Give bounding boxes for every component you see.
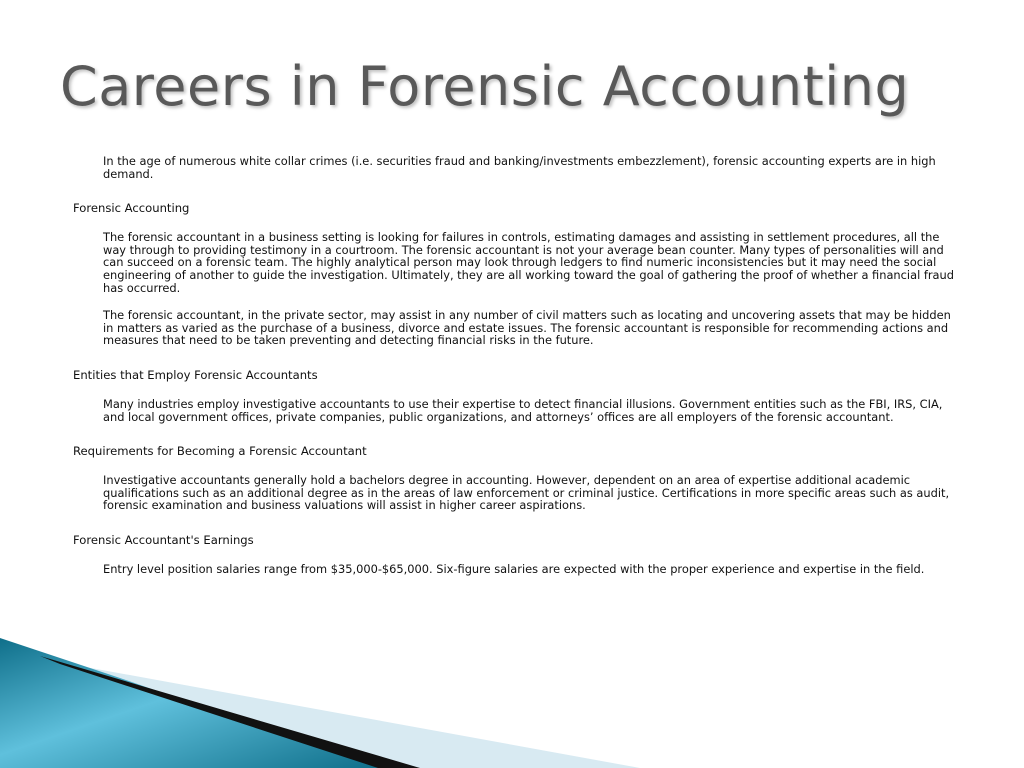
section-heading-requirements: Requirements for Becoming a Forensic Accountant <box>73 444 367 459</box>
decorative-swoosh <box>0 638 1024 768</box>
slide-body <box>73 155 963 576</box>
section-paragraph: The forensic accountant, in the private sector, may assist in any number of civil matters such as locating and uncovering assets that may be hidden in matters as varied as the purchase of a business, divorce and estate issues. The forensic accountant is responsible for recommending actions and measures that need to be taken preventing and detecting financial risks in the future. <box>103 308 951 348</box>
intro-paragraph: In the age of numerous white collar crimes (i.e. securities fraud and banking/investments embezzlement), forensic accounting experts are in high demand. <box>103 154 936 181</box>
section-heading-entities: Entities that Employ Forensic Accountants <box>73 367 318 382</box>
section-heading-forensic-accounting: Forensic Accounting <box>73 201 190 216</box>
section-paragraph: Entry level position salaries range from $35,000-$65,000. Six-figure salaries are expected with the proper experience and expertise in the field. <box>103 561 925 576</box>
section-paragraph: The forensic accountant in a business setting is looking for failures in controls, estimating damages and assisting in settlement procedures, all the way through to providing testimony in a courtroom. The forensic accountant is not your average bean counter. Many types of personalities will and can succeed on a forensic team. The highly analytical person may look through ledgers to find numeric inconsistencies but it may need the social engineering of another to guide the investigation. Ultimately, they are all working toward the goal of gathering the proof of whether a financial fraud has occurred. <box>103 230 954 295</box>
section-paragraph: Many industries employ investigative accountants to use their expertise to detect financial illusions. Government entities such as the FBI, IRS, CIA, and local government offices, private companies, public organizations, and attorneys’ offices are all employers of the forensic accountant. <box>103 396 943 424</box>
section-heading-earnings: Forensic Accountant's Earnings <box>73 532 254 547</box>
section-paragraph: Investigative accountants generally hold a bachelors degree in accounting. However, dependent on an area of expertise additional academic qualifications such as an additional degree as in the areas of law enforcement or criminal justice. Certifications in more specific areas such as audit, forensic examination and business valuations will assist in higher career aspirations. <box>103 473 950 513</box>
slide-title: Careers in Forensic Accounting <box>60 55 910 118</box>
